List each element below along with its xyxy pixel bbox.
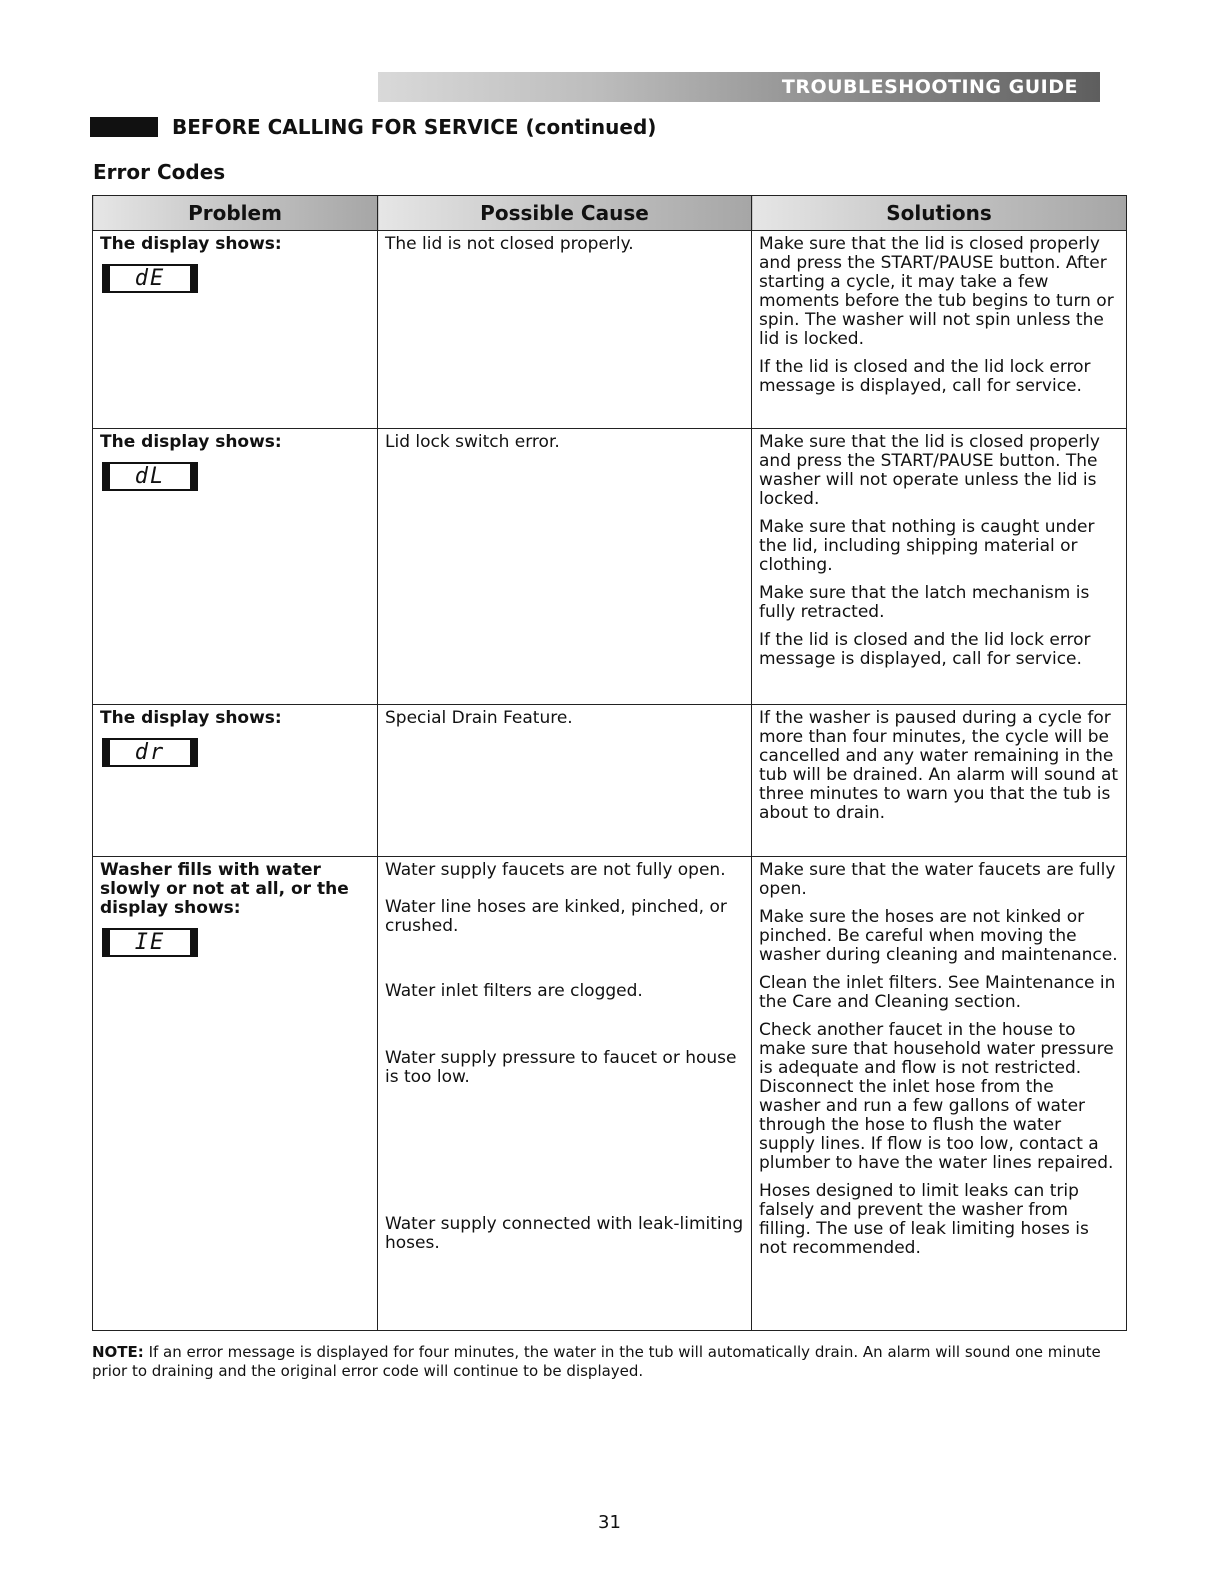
problem-text: The display shows: [100,234,282,254]
error-codes-table [92,195,1127,1331]
table-row [93,857,1127,1331]
display-code: dL [134,464,166,489]
cause-cell [378,705,752,857]
display-code: IE [134,930,166,955]
display-code: dE [134,266,166,291]
problem-text: The display shows: [100,708,282,728]
cause-text: Water inlet filters are clogged. [385,981,643,1001]
footnote [92,1343,1126,1381]
solution-text: Make sure that the latch mechanism is fully retracted. [759,583,1090,622]
header-solutions: Solutions [752,196,1127,231]
solution-text: Make sure that the lid is closed properly and press the START/PAUSE button. After starting a cycle, it may take a few moments before the tub begins to turn or spin. The washer will not spin unless the lid is locked. [759,234,1114,349]
subtitle: Error Codes [93,160,226,184]
note-text: If an error message is displayed for four minutes, the water in the tub will automatically drain. An alarm will sound one minute prior to draining and the original error code will continue to be displayed. [92,1343,1101,1380]
banner-title: TROUBLESHOOTING GUIDE [781,76,1078,98]
troubleshooting-banner [378,72,1100,102]
problem-cell [93,857,378,1331]
table-row [93,231,1127,429]
table-row [93,429,1127,705]
solution-text: Hoses designed to limit leaks can trip falsely and prevent the washer from filling. The use of leak limiting hoses is not recommended. [759,1181,1089,1258]
section-heading [90,115,656,139]
solution-text: Check another faucet in the house to make sure that household water pressure is adequate and flow is not restricted. Disconnect the inlet hose from the washer and run a few gallons of water through the hose to flush the water supply lines. If flow is too low, contact a plumber to have the water lines repaired. [759,1020,1114,1173]
solution-text: Make sure that the lid is closed properly and press the START/PAUSE button. The washer will not operate unless the lid is locked. [759,432,1100,509]
section-title: BEFORE CALLING FOR SERVICE (continued) [172,115,657,139]
solution-text: Make sure that the water faucets are fully open. [759,860,1116,899]
solution-cell [752,705,1127,857]
solution-text: If the lid is closed and the lid lock error message is displayed, call for service. [759,357,1091,396]
cause-text: Special Drain Feature. [385,708,573,728]
solution-cell [752,231,1127,429]
solution-text: Make sure the hoses are not kinked or pinched. Be careful when moving the washer during cleaning and maintenance. [759,907,1118,965]
section-bullet-icon [90,117,158,137]
display-code: dr [134,740,166,765]
cause-cell [378,857,752,1331]
problem-cell [93,705,378,857]
display-code-icon [102,264,198,293]
cause-text: Water supply pressure to faucet or house is too low. [385,1048,737,1087]
note-label: NOTE: [92,1343,144,1361]
solution-text: Clean the inlet filters. See Maintenance in the Care and Cleaning section. [759,973,1116,1012]
cause-text: Water line hoses are kinked, pinched, or crushed. [385,897,727,936]
header-problem: Problem [93,196,378,231]
problem-cell [93,429,378,705]
cause-text: Lid lock switch error. [385,432,560,452]
problem-text: The display shows: [100,432,282,452]
page-number: 31 [598,1512,621,1533]
solution-text: If the lid is closed and the lid lock error message is displayed, call for service. [759,630,1091,669]
solution-cell [752,857,1127,1331]
problem-cell [93,231,378,429]
cause-text: Water supply connected with leak-limiting hoses. [385,1214,744,1253]
header-cause: Possible Cause [378,196,752,231]
cause-cell [378,231,752,429]
cause-text: The lid is not closed properly. [385,234,634,254]
cause-text: Water supply faucets are not fully open. [385,860,726,880]
cause-cell [378,429,752,705]
problem-text: Washer fills with water slowly or not at all, or the display shows: [100,860,349,918]
solution-text: Make sure that nothing is caught under the lid, including shipping material or clothing. [759,517,1095,575]
table-row [93,705,1127,857]
table-header-row [93,196,1127,231]
display-code-icon [102,738,198,767]
display-code-icon [102,928,198,957]
display-code-icon [102,462,198,491]
solution-text: If the washer is paused during a cycle for more than four minutes, the cycle will be cancelled and any water remaining in the tub will be drained. An alarm will sound at three minutes to warn you that the tub is about to drain. [759,708,1119,823]
solution-cell [752,429,1127,705]
